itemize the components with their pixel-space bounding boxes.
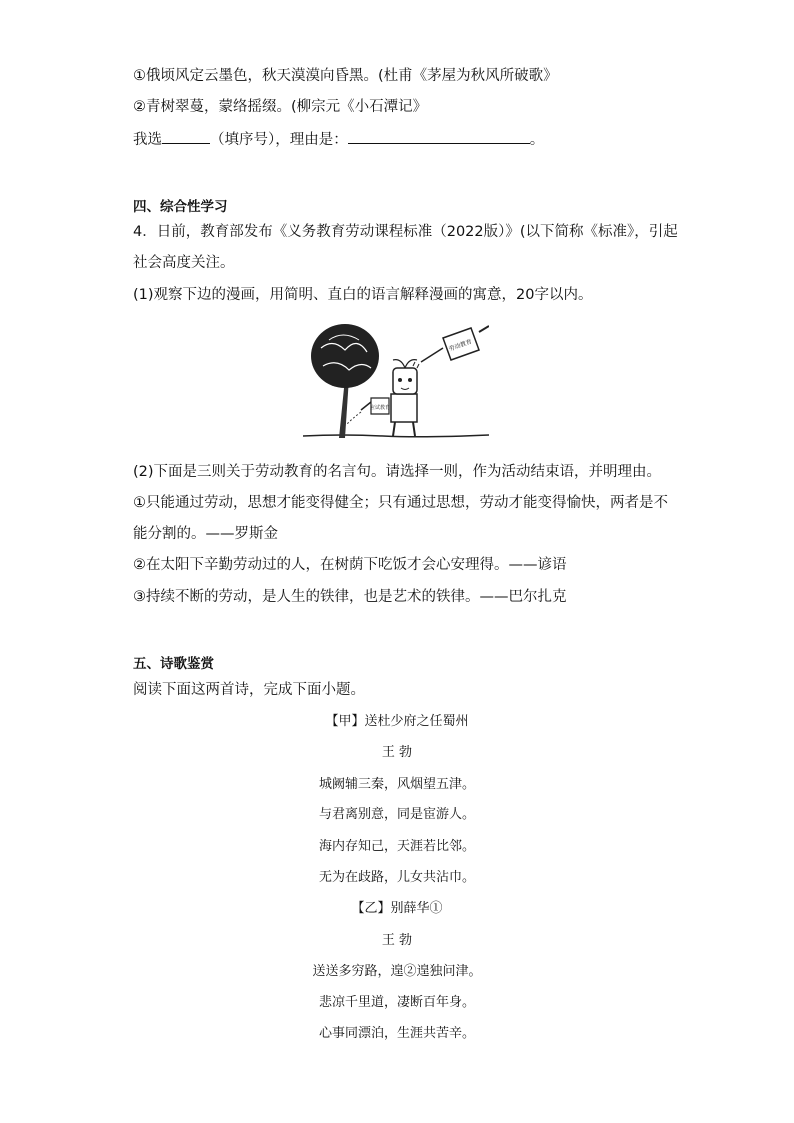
answer-end: 。 [529,132,545,148]
section-5-intro: 阅读下面这两首诗，完成下面小题。 [133,682,365,698]
poem-2-title: 【乙】别薛华① [351,901,443,916]
answer-prefix: 我选 [133,132,162,148]
section-4-heading: 四、综合性学习 [133,199,228,215]
cartoon-sign-labor: 劳动教育 [448,338,473,353]
quote-1-line-2: 能分割的。——罗斯金 [133,526,278,542]
poem-1-line: 与君离别意，同是宦游人。 [318,807,475,822]
quote-3: ③持续不断的劳动，是人生的铁律，也是艺术的铁律。——巴尔扎克 [133,589,567,605]
sub-question-2: (2)下面是三则关于劳动教育的名言句。请选择一则，作为活动结束语，并明理由。 [133,464,662,480]
poem-1-title: 【甲】送杜少府之任蜀州 [325,714,469,729]
poem-1-line: 城阙辅三秦，风烟望五津。 [318,777,475,792]
poem-2-line: 心事同漂泊，生涯共苦辛。 [318,1026,475,1041]
cartoon-image [303,318,489,448]
poem-2-line: 送送多穷路，遑②遑独问津。 [312,964,482,979]
section-5-heading: 五、诗歌鉴赏 [133,656,214,672]
cartoon-sign-exam: 应试教育 [369,405,391,411]
question-line-2: ②青树翠蔓，蒙络摇缀。(柳宗元《小石潭记》 [133,99,428,115]
section-4-intro-2: 社会高度关注。 [133,255,235,271]
answer-number-blank[interactable] [162,129,210,144]
sub-question-1: (1)观察下边的漫画，用简明、直白的语言解释漫画的寓意，20字以内。 [133,287,593,303]
answer-reason-blank[interactable] [348,129,530,144]
question-line-1: ①俄顷风定云墨色，秋天漠漠向昏黑。(杜甫《茅屋为秋风所破歌》 [133,68,558,84]
answer-prompt-line [133,129,544,150]
poem-1-line: 无为在歧路，儿女共沾巾。 [318,870,475,885]
quote-2: ②在太阳下辛勤劳动过的人，在树荫下吃饭才会心安理得。——谚语 [133,557,567,573]
poem-1-line: 海内存知己，天涯若比邻。 [318,839,475,854]
section-4-intro-1: 4．日前，教育部发布《义务教育劳动课程标准（2022版）》(以下简称《标准》，引起 [133,224,678,240]
poem-2-author: 王 勃 [381,933,413,948]
answer-mid: （填序号），理由是： [210,132,348,148]
poem-2-line: 悲凉千里道，凄断百年身。 [318,995,475,1010]
quote-1-line-1: ①只能通过劳动，思想才能变得健全；只有通过思想，劳动才能变得愉快，两者是不 [133,495,668,511]
poem-1-author: 王 勃 [381,745,413,760]
